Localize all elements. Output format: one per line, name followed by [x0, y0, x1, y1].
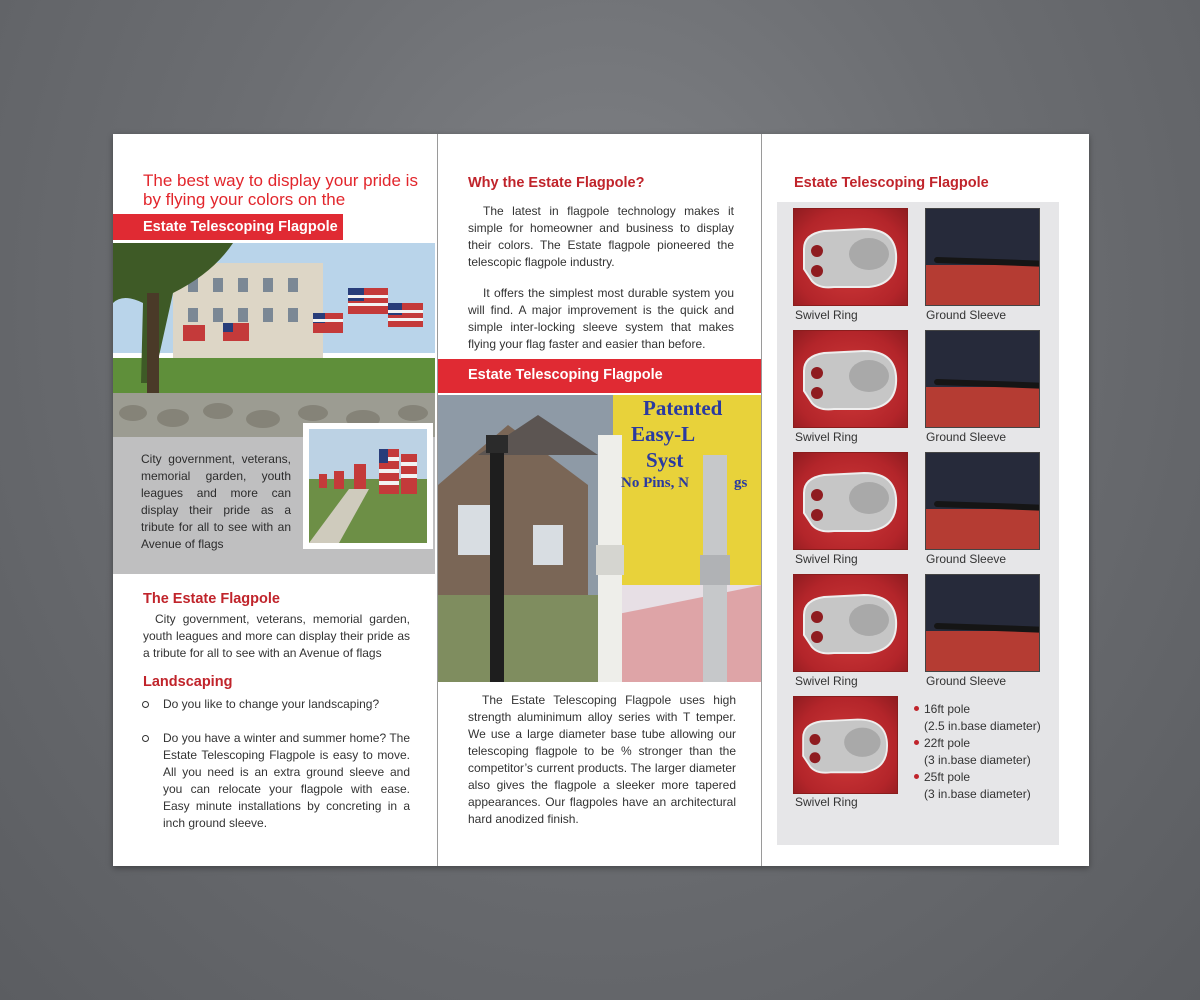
swivel-ring-image — [793, 452, 908, 550]
why-para-1: The latest in flagpole technology makes it simple for homeowner and business to display their colors. The Estate flagpole pioneered the telescopic flagpole industry. — [468, 204, 734, 269]
spec-16ft: 16ft pole — [924, 702, 971, 716]
bullet-icon — [914, 740, 919, 745]
swivel-ring-label: Swivel Ring — [795, 430, 858, 444]
swivel-ring-label: Swivel Ring — [795, 308, 858, 322]
caption-text: City government, veterans, memorial garden, youth leagues and more can display their pride as a tribute for all to see with an Avenue of flags — [141, 452, 291, 551]
ground-sleeve-label: Ground Sleeve — [926, 308, 1007, 322]
sign-text-4: No Pins, N — [621, 475, 689, 491]
sign-text-3: Syst — [646, 448, 684, 472]
section-title-landscaping: Landscaping — [143, 674, 233, 690]
ground-sleeve-image — [925, 574, 1040, 672]
bullet-icon — [142, 701, 149, 708]
ground-sleeve-image — [925, 208, 1040, 306]
why-title: Why the Estate Flagpole? — [468, 175, 645, 191]
avenue-flags-photo — [309, 429, 427, 543]
swivel-ring-image — [793, 330, 908, 428]
products-title: Estate Telescoping Flagpole — [794, 175, 989, 191]
title-bar-middle: Estate Telescoping Flagpole — [438, 359, 762, 393]
spec-22ft: 22ft pole — [924, 736, 971, 750]
spec-25ft-base: (3 in.base diameter) — [924, 787, 1031, 801]
ground-sleeve-label: Ground Sleeve — [926, 674, 1007, 688]
panel-left — [113, 134, 436, 866]
bullet-icon — [914, 706, 919, 711]
sign-text-2: Easy-L — [631, 422, 696, 446]
swivel-ring-image — [793, 574, 908, 672]
spec-25ft: 25ft pole — [924, 770, 971, 784]
section-title-estate-flagpole: The Estate Flagpole — [143, 591, 280, 607]
swivel-ring-image — [793, 208, 908, 306]
title-bar: Estate Telescoping Flagpole — [113, 214, 343, 240]
headline: The best way to display your pride is by flying your colors on the — [143, 171, 418, 209]
section-body-estate-flagpole: City government, veterans, memorial garden, youth leagues and more can display their pride as a tribute for all to see with an Avenue of flags — [143, 612, 410, 660]
bullet-icon — [914, 774, 919, 779]
swivel-ring-label: Swivel Ring — [795, 674, 858, 688]
why-para-3: The Estate Telescoping Flagpole uses high strength aluminimum alloy series with T temper. We use a large diameter base tube allowing our telescoping flagpole to be % stronger than the competitor’s current products. The larger diameter also gives the flagpole a sleeker more tapered appearances. Our flagpoles have an architectural hard anodized finish. — [468, 693, 736, 826]
ground-sleeve-image — [925, 452, 1040, 550]
ground-sleeve-label: Ground Sleeve — [926, 430, 1007, 444]
flagpoles-photo — [438, 395, 762, 682]
landscaping-bullet-1: Do you like to change your landscaping? — [163, 697, 380, 711]
bullet-icon — [142, 735, 149, 742]
sign-text-5: gs — [734, 475, 748, 491]
spec-22ft-base: (3 in.base diameter) — [924, 753, 1031, 767]
landscaping-bullet-2: Do you have a winter and summer home? The Estate Telescoping Flagpole is easy to move. All you need is an extra ground sleeve and you can relocate your flagpole with ease. Easy minute installations by concreting in a inch ground sleeve. — [163, 731, 410, 830]
avenue-flags-frame — [303, 423, 433, 549]
spec-16ft-base: (2.5 in.base diameter) — [924, 719, 1041, 733]
brochure — [113, 134, 1089, 866]
swivel-ring-image — [793, 696, 898, 794]
ground-sleeve-image — [925, 330, 1040, 428]
swivel-ring-label: Swivel Ring — [795, 795, 858, 809]
panel-right — [761, 134, 1090, 866]
building-flags-photo — [113, 243, 435, 437]
why-para-2: It offers the simplest most durable system you will find. A major improvement is the quick and simple inter-locking sleeve system that makes flying your flag faster and easier than before. — [468, 286, 734, 351]
swivel-ring-label: Swivel Ring — [795, 552, 858, 566]
sign-text-1: Patented — [643, 396, 723, 420]
panel-middle — [437, 134, 762, 866]
ground-sleeve-label: Ground Sleeve — [926, 552, 1007, 566]
